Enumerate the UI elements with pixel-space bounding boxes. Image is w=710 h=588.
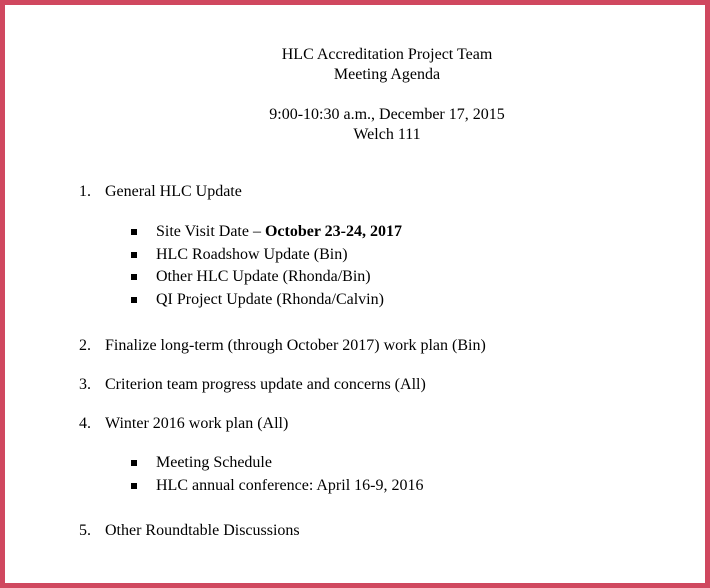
agenda-item-work-plan: Finalize long-term (through October 2017) work plan (Bin) <box>105 337 486 354</box>
item-number: 4. <box>79 415 91 432</box>
subitem-hlc-roadshow: HLC Roadshow Update (Bin) <box>156 246 348 263</box>
agenda-item-winter-work-plan: Winter 2016 work plan (All) <box>105 415 289 432</box>
subitem-meeting-schedule: Meeting Schedule <box>156 454 272 471</box>
subitem-site-visit-date <box>156 222 402 242</box>
item-number: 1. <box>79 183 91 200</box>
subitem-label: Site Visit Date – <box>156 223 265 240</box>
site-visit-dates: October 23-24, 2017 <box>264 223 402 240</box>
document-title: Meeting Agenda <box>333 66 441 83</box>
subitem-other-hlc-update: Other HLC Update (Rhonda/Bin) <box>156 268 371 285</box>
subitem-annual-conference: HLC annual conference: April 16-9, 2016 <box>156 477 424 494</box>
square-bullet-icon <box>131 483 137 489</box>
subitem-qi-project-update: QI Project Update (Rhonda/Calvin) <box>156 291 384 308</box>
agenda-item-roundtable: Other Roundtable Discussions <box>105 522 300 539</box>
item-number: 3. <box>79 376 91 393</box>
square-bullet-icon <box>131 460 137 466</box>
square-bullet-icon <box>131 252 137 258</box>
agenda-item-general-hlc-update: General HLC Update <box>105 183 242 200</box>
square-bullet-icon <box>131 274 137 280</box>
square-bullet-icon <box>131 229 137 235</box>
square-bullet-icon <box>131 297 137 303</box>
meeting-location: Welch 111 <box>353 126 421 143</box>
item-number: 2. <box>79 337 91 354</box>
team-name: HLC Accreditation Project Team <box>281 46 493 63</box>
agenda-item-criterion-team: Criterion team progress update and concerns (All) <box>105 376 426 393</box>
item-number: 5. <box>79 522 91 539</box>
meeting-time-date: 9:00-10:30 a.m., December 17, 2015 <box>269 106 505 123</box>
